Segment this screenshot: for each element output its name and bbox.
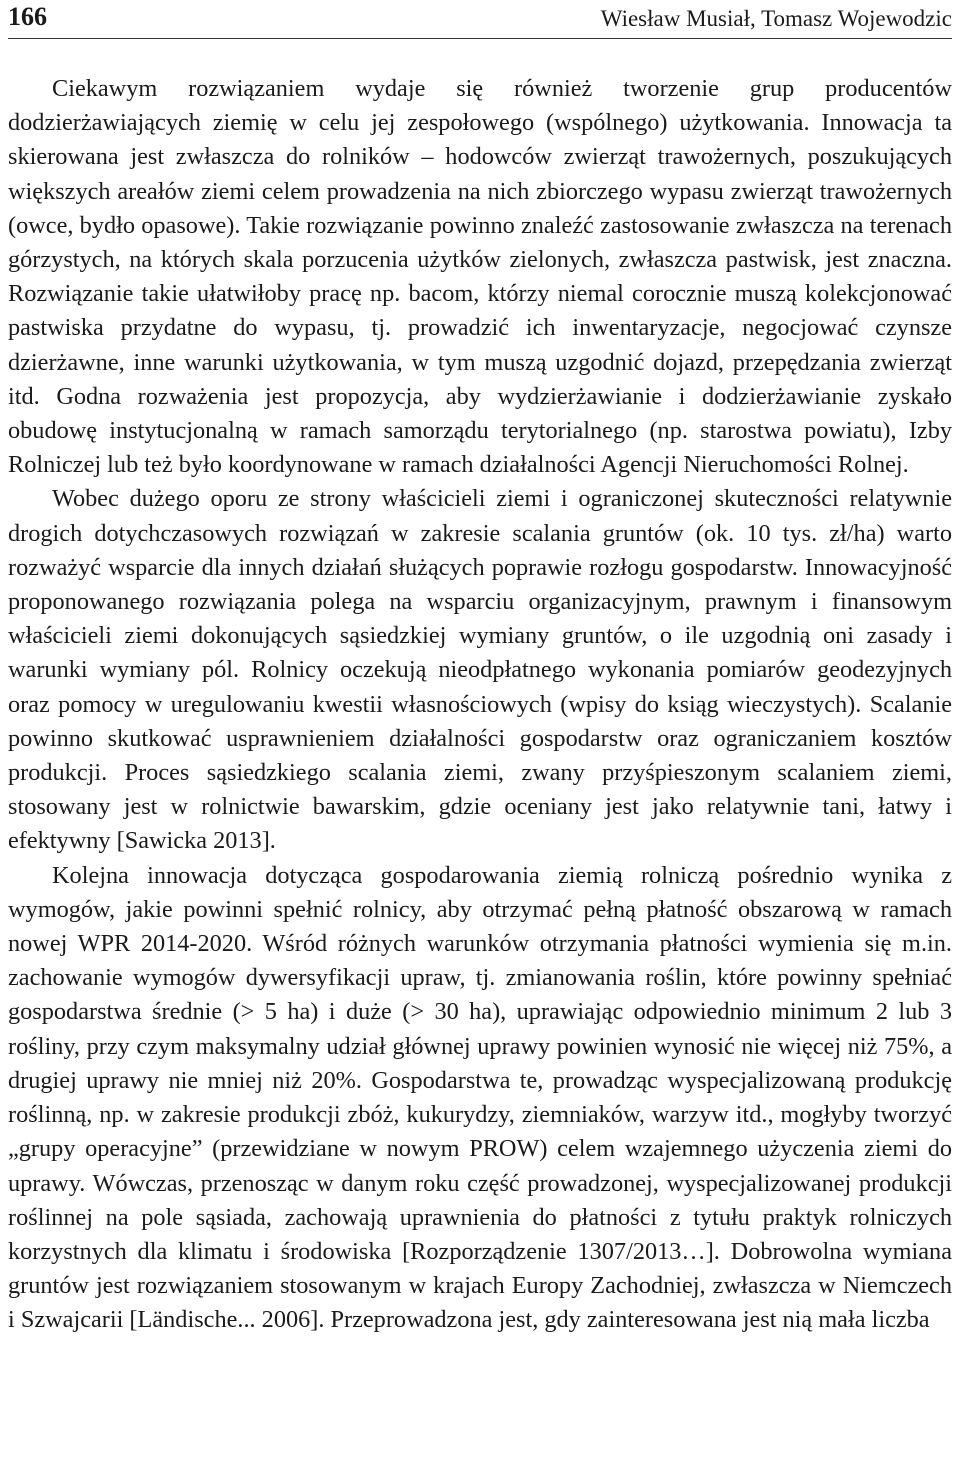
paragraph-2: Wobec dużego oporu ze strony właścicieli ziemi i ograniczonej skuteczności relatywnie drogich dotychczasowych rozwiązań w zakresie scalania gruntów (ok. 10 tys. zł/ha) warto rozważyć wsparcie dla innych działań służących poprawie rozłogu gospodarstw. Innowacyjność proponowanego rozwiązania polega na wsparciu organizacyjnym, prawnym i finansowym właścicieli ziemi dokonujących sąsiedzkiej wymiany gruntów, o ile uzgodnią oni zasady i warunki wymiany pól. Rolnicy oczekują nieodpłatnego wykonania pomiarów geodezyjnych oraz pomocy w uregulowaniu kwestii własnościowych (wpisy do ksiąg wieczystych). Scalanie powinno skutkować usprawnieniem działalności gospodarstw oraz ograniczaniem kosztów produkcji. Proces sąsiedzkiego scalania ziemi, zwany przyśpieszonym scalaniem ziemi, stosowany jest w rolnictwie bawarskim, gdzie oceniany jest jako relatywnie tani, łatwy i efektywny [Sawicka 2013].: [8, 485, 952, 855]
paragraph-3: Kolejna innowacja dotycząca gospodarowania ziemią rolniczą pośrednio wynika z wymogów, jakie powinni spełnić rolnicy, aby otrzymać pełną płatność obszarową w ramach nowej WPR 2014-2020. Wśród różnych warunków otrzymania płatności wymienia się m.in. zachowanie wymogów dywersyfikacji upraw, tj. zmianowania roślin, które powinny spełniać gospodarstwa średnie (> 5 ha) i duże (> 30 ha), uprawiając odpowiednio minimum 2 lub 3 rośliny, przy czym maksymalny udział głównej uprawy powinien wynosić nie więcej niż 75%, a drugiej uprawy nie mniej niż 20%. Gospodarstwa te, prowadząc wyspecjalizowaną produkcję roślinną, np. w zakresie produkcji zbóż, kukurydzy, ziemniaków, warzyw itd., mogłyby tworzyć „grupy operacyjne” (przewidziane w nowym PROW) celem wzajemnego użyczenia ziemi do uprawy. Wówczas, przenosząc w danym roku część prowadzonej, wyspecjalizowanej produkcji roślinnej na pole sąsiada, zachowają uprawnienia do płatności z tytułu praktyk rolniczych korzystnych dla klimatu i środowiska [Rozporządzenie 1307/2013…]. Dobrowolna wymiana gruntów jest rozwiązaniem stosowanym w krajach Europy Zachodniej, zwłaszcza w Niemczech i Szwajcarii [Ländische... 2006]. Przeprowadzona jest, gdy zainteresowana jest nią mała liczba: [8, 861, 952, 1334]
page-number: 166: [8, 2, 47, 31]
running-header: [8, 0, 952, 39]
paragraph-1: Ciekawym rozwiązaniem wydaje się również tworzenie grup producentów dodzierżawiających ziemię w celu jej zespołowego (wspólnego) użytkowania. Innowacja ta skierowana jest zwłaszcza do rolników – hodowców zwierząt trawożernych, poszukujących większych areałów ziemi celem prowadzenia na nich zbiorczego wypasu zwierząt trawożernych (owce, bydło opasowe). Takie rozwiązanie powinno znaleźć zastosowanie zwłaszcza na terenach górzystych, na których skala porzucenia użytków zielonych, zwłaszcza pastwisk, jest znaczna. Rozwiązanie takie ułatwiłoby pracę np. bacom, którzy niemal corocznie muszą kolekcjonować pastwiska przydatne do wypasu, tj. prowadzić ich inwentaryzacje, negocjować czynsze dzierżawne, inne warunki użytkowania, w tym muszą uzgodnić dojazd, przepędzania zwierząt itd. Godna rozważenia jest propozycja, aby wydzierżawianie i dodzierżawianie zyskało obudowę instytucjonalną w ramach samorządu terytorialnego (np. starostwa powiatu), Izby Rolniczej lub też było koordynowane w ramach działalności Agencji Nieruchomości Rolnej.: [8, 75, 952, 479]
running-header-authors: Wiesław Musiał, Tomasz Wojewodzic: [600, 6, 952, 31]
book-page: [8, 0, 952, 1338]
body-text: [8, 72, 952, 1338]
